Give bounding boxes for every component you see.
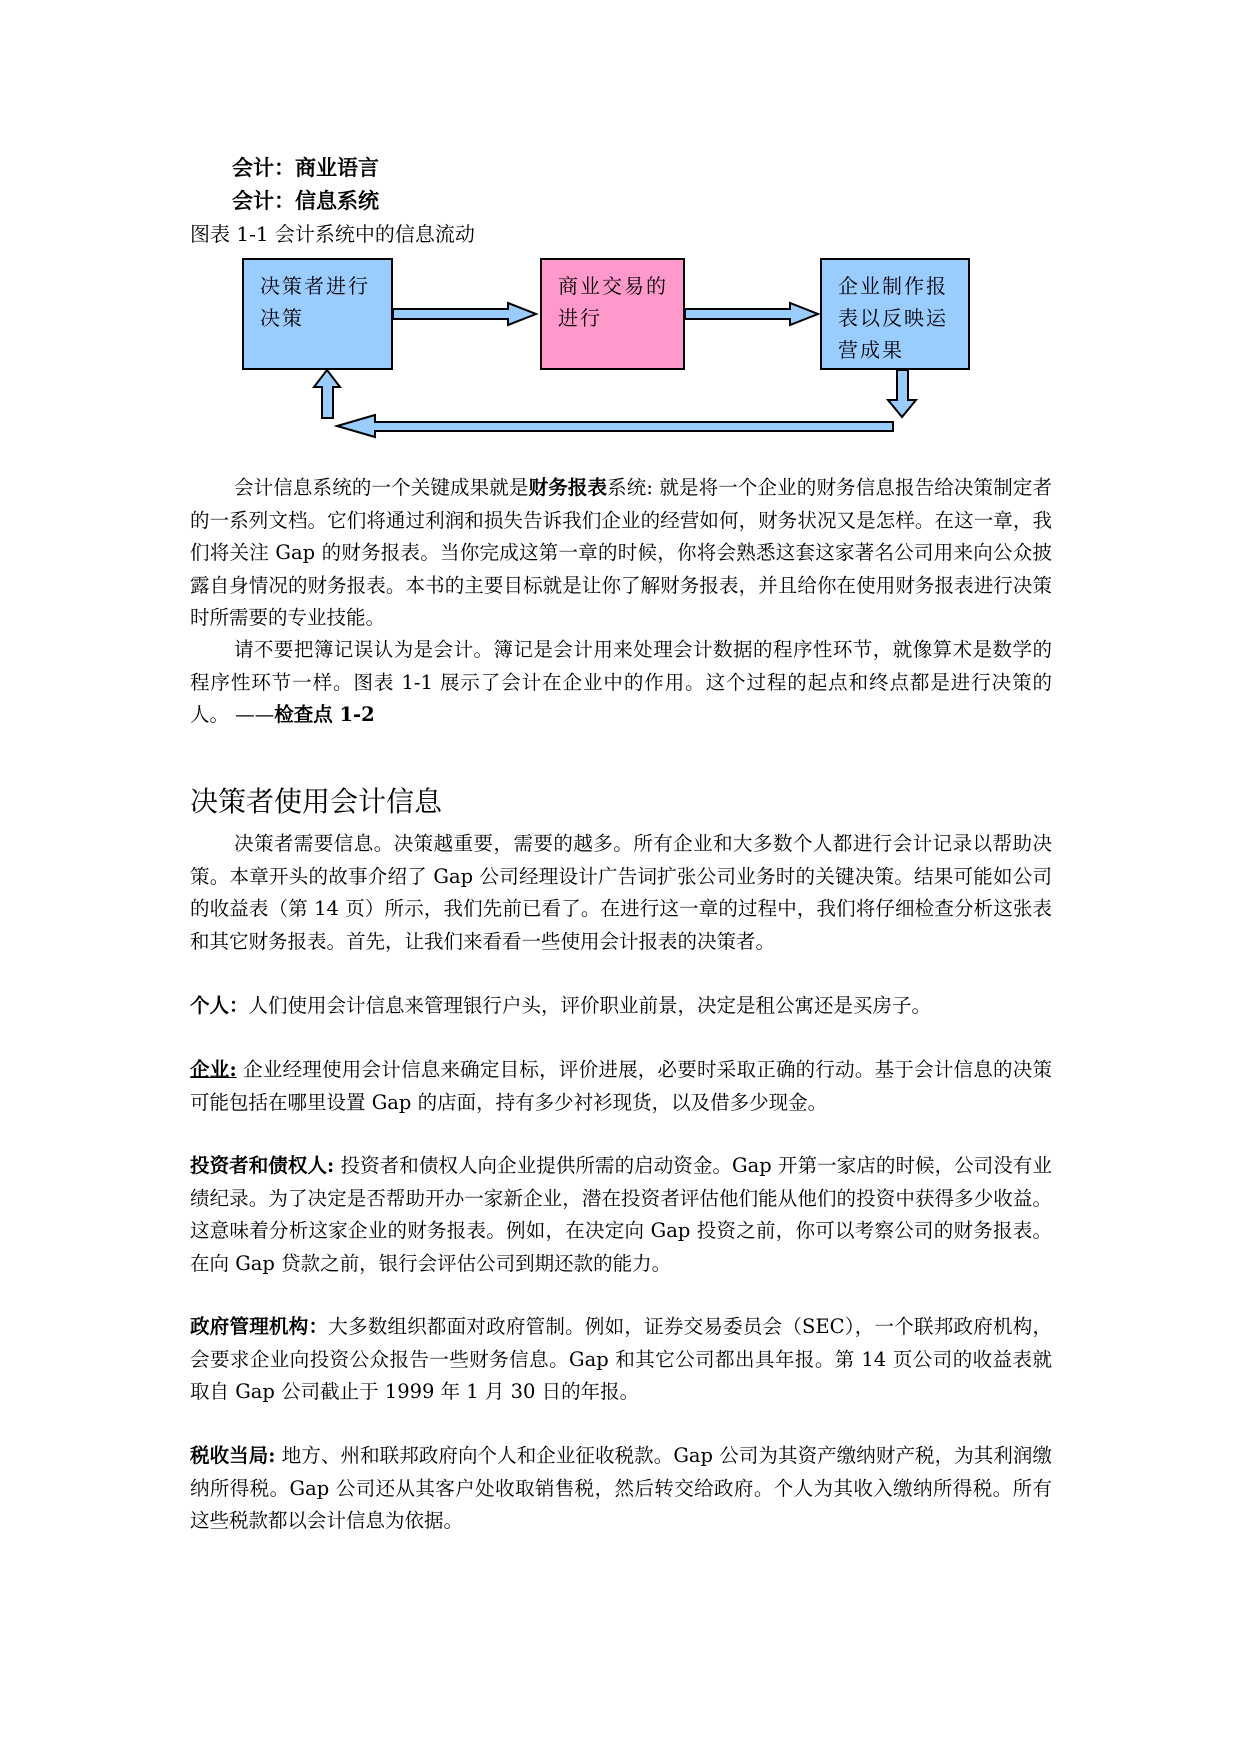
- arrow-up: [314, 370, 340, 418]
- arrow-down: [888, 370, 916, 417]
- box-business-transactions: [540, 258, 685, 370]
- heading-accounting-business-language: 会计：商业语言: [232, 155, 379, 180]
- entry-government-term: 政府管理机构：: [190, 1315, 329, 1338]
- box-decision-makers: [242, 258, 393, 370]
- intro-paragraph-1: [190, 472, 1052, 635]
- entry-tax-term: 税收当局:: [190, 1444, 276, 1467]
- entry-investors-creditors: [190, 1150, 1052, 1280]
- checkpoint-label: 检查点 1-2: [274, 703, 375, 726]
- figure-caption: 图表 1-1 会计系统中的信息流动: [190, 222, 475, 246]
- section-title: 决策者使用会计信息: [190, 785, 443, 818]
- intro-p1-rest: 系统: 就是将一个企业的财务信息报告给决策制定者的一系列文档。它们将通过利润和损失告诉我们企业的经营如何，财务状况又是怎样。在这一章，我们将关注 Gap 的财务报表。当你完成这第一章的时候，你将会熟悉这套这家著名公司用来向公众披露自身情况的财务报表。本书的主要目标就是让你了解财务报表，并且给你在使用财务报表进行决策时所需要的专业技能。: [190, 476, 1052, 629]
- entry-businesses-term: 企业:: [190, 1058, 237, 1081]
- entry-tax-authorities: [190, 1440, 1052, 1538]
- box-company-reports-line1: 企业制作报: [838, 274, 948, 298]
- box-company-reports: [820, 258, 970, 370]
- box-company-reports-line3: 营成果: [838, 338, 904, 362]
- box-decision-makers-line2: 决策: [260, 306, 304, 330]
- intro-p1-start: 会计信息系统的一个关键成果就是: [234, 476, 529, 499]
- heading-accounting-information-system: 会计：信息系统: [232, 188, 379, 213]
- box-business-transactions-line1: 商业交易的: [558, 274, 668, 298]
- entry-individuals-term: 个人：: [190, 994, 249, 1017]
- entry-investors-term: 投资者和债权人:: [190, 1154, 335, 1177]
- arrow-right-2: [685, 303, 818, 325]
- intro-p2-text: 请不要把簿记误认为是会计。簿记是会计用来处理会计数据的程序性环节，就像算术是数学的程序性环节一样。图表 1-1 展示了会计在企业中的作用。这个过程的起点和终点都是进行决策的人。 ——: [190, 638, 1052, 726]
- box-business-transactions-line2: 进行: [558, 306, 602, 330]
- entry-businesses-text: 企业经理使用会计信息来确定目标，评价进展，必要时采取正确的行动。基于会计信息的决策可能包括在哪里设置 Gap 的店面，持有多少衬衫现货，以及借多少现金。: [190, 1058, 1052, 1114]
- arrow-left-long: [337, 415, 893, 437]
- section-paragraph-1: [190, 828, 1052, 958]
- intro-paragraph-2: [190, 634, 1052, 732]
- flow-diagram: [0, 0, 1241, 460]
- term-financial-statements: 财务报表: [528, 476, 608, 499]
- box-decision-makers-line1: 决策者进行: [260, 274, 370, 298]
- entry-individuals: [190, 990, 1052, 1023]
- section-p1-text: 决策者需要信息。决策越重要，需要的越多。所有企业和大多数个人都进行会计记录以帮助决策。本章开头的故事介绍了 Gap 公司经理设计广告词扩张公司业务时的关键决策。结果可能如公司的收益表（第 14 页）所示，我们先前已看了。在进行这一章的过程中，我们将仔细检查分析这张表和其它财务报表。首先，让我们来看看一些使用会计报表的决策者。: [190, 832, 1052, 953]
- entry-individuals-text: 人们使用会计信息来管理银行户头，评价职业前景，决定是租公寓还是买房子。: [248, 994, 932, 1017]
- entry-investors-text: 投资者和债权人向企业提供所需的启动资金。Gap 开第一家店的时候，公司没有业绩纪录。为了决定是否帮助开办一家新企业，潜在投资者评估他们能从他们的投资中获得多少收益。这意味着分析这家企业的财务报表。例如，在决定向 Gap 投资之前，你可以考察公司的财务报表。在向 Gap 贷款之前，银行会评估公司到期还款的能力。: [190, 1154, 1052, 1275]
- entry-government-regulators: [190, 1311, 1052, 1409]
- entry-government-text: 大多数组织都面对政府管制。例如，证券交易委员会（SEC），一个联邦政府机构，会要求企业向投资公众报告一些财务信息。Gap 和其它公司都出具年报。第 14 页公司的收益表就取自 Gap 公司截止于 1999 年 1 月 30 日的年报。: [190, 1315, 1052, 1403]
- entry-businesses: [190, 1054, 1052, 1119]
- arrow-right-1: [393, 303, 536, 325]
- box-company-reports-line2: 表以反映运: [838, 306, 948, 330]
- entry-tax-text: 地方、州和联邦政府向个人和企业征收税款。Gap 公司为其资产缴纳财产税，为其利润缴纳所得税。Gap 公司还从其客户处收取销售税，然后转交给政府。个人为其收入缴纳所得税。所有这些税款都以会计信息为依据。: [190, 1444, 1052, 1532]
